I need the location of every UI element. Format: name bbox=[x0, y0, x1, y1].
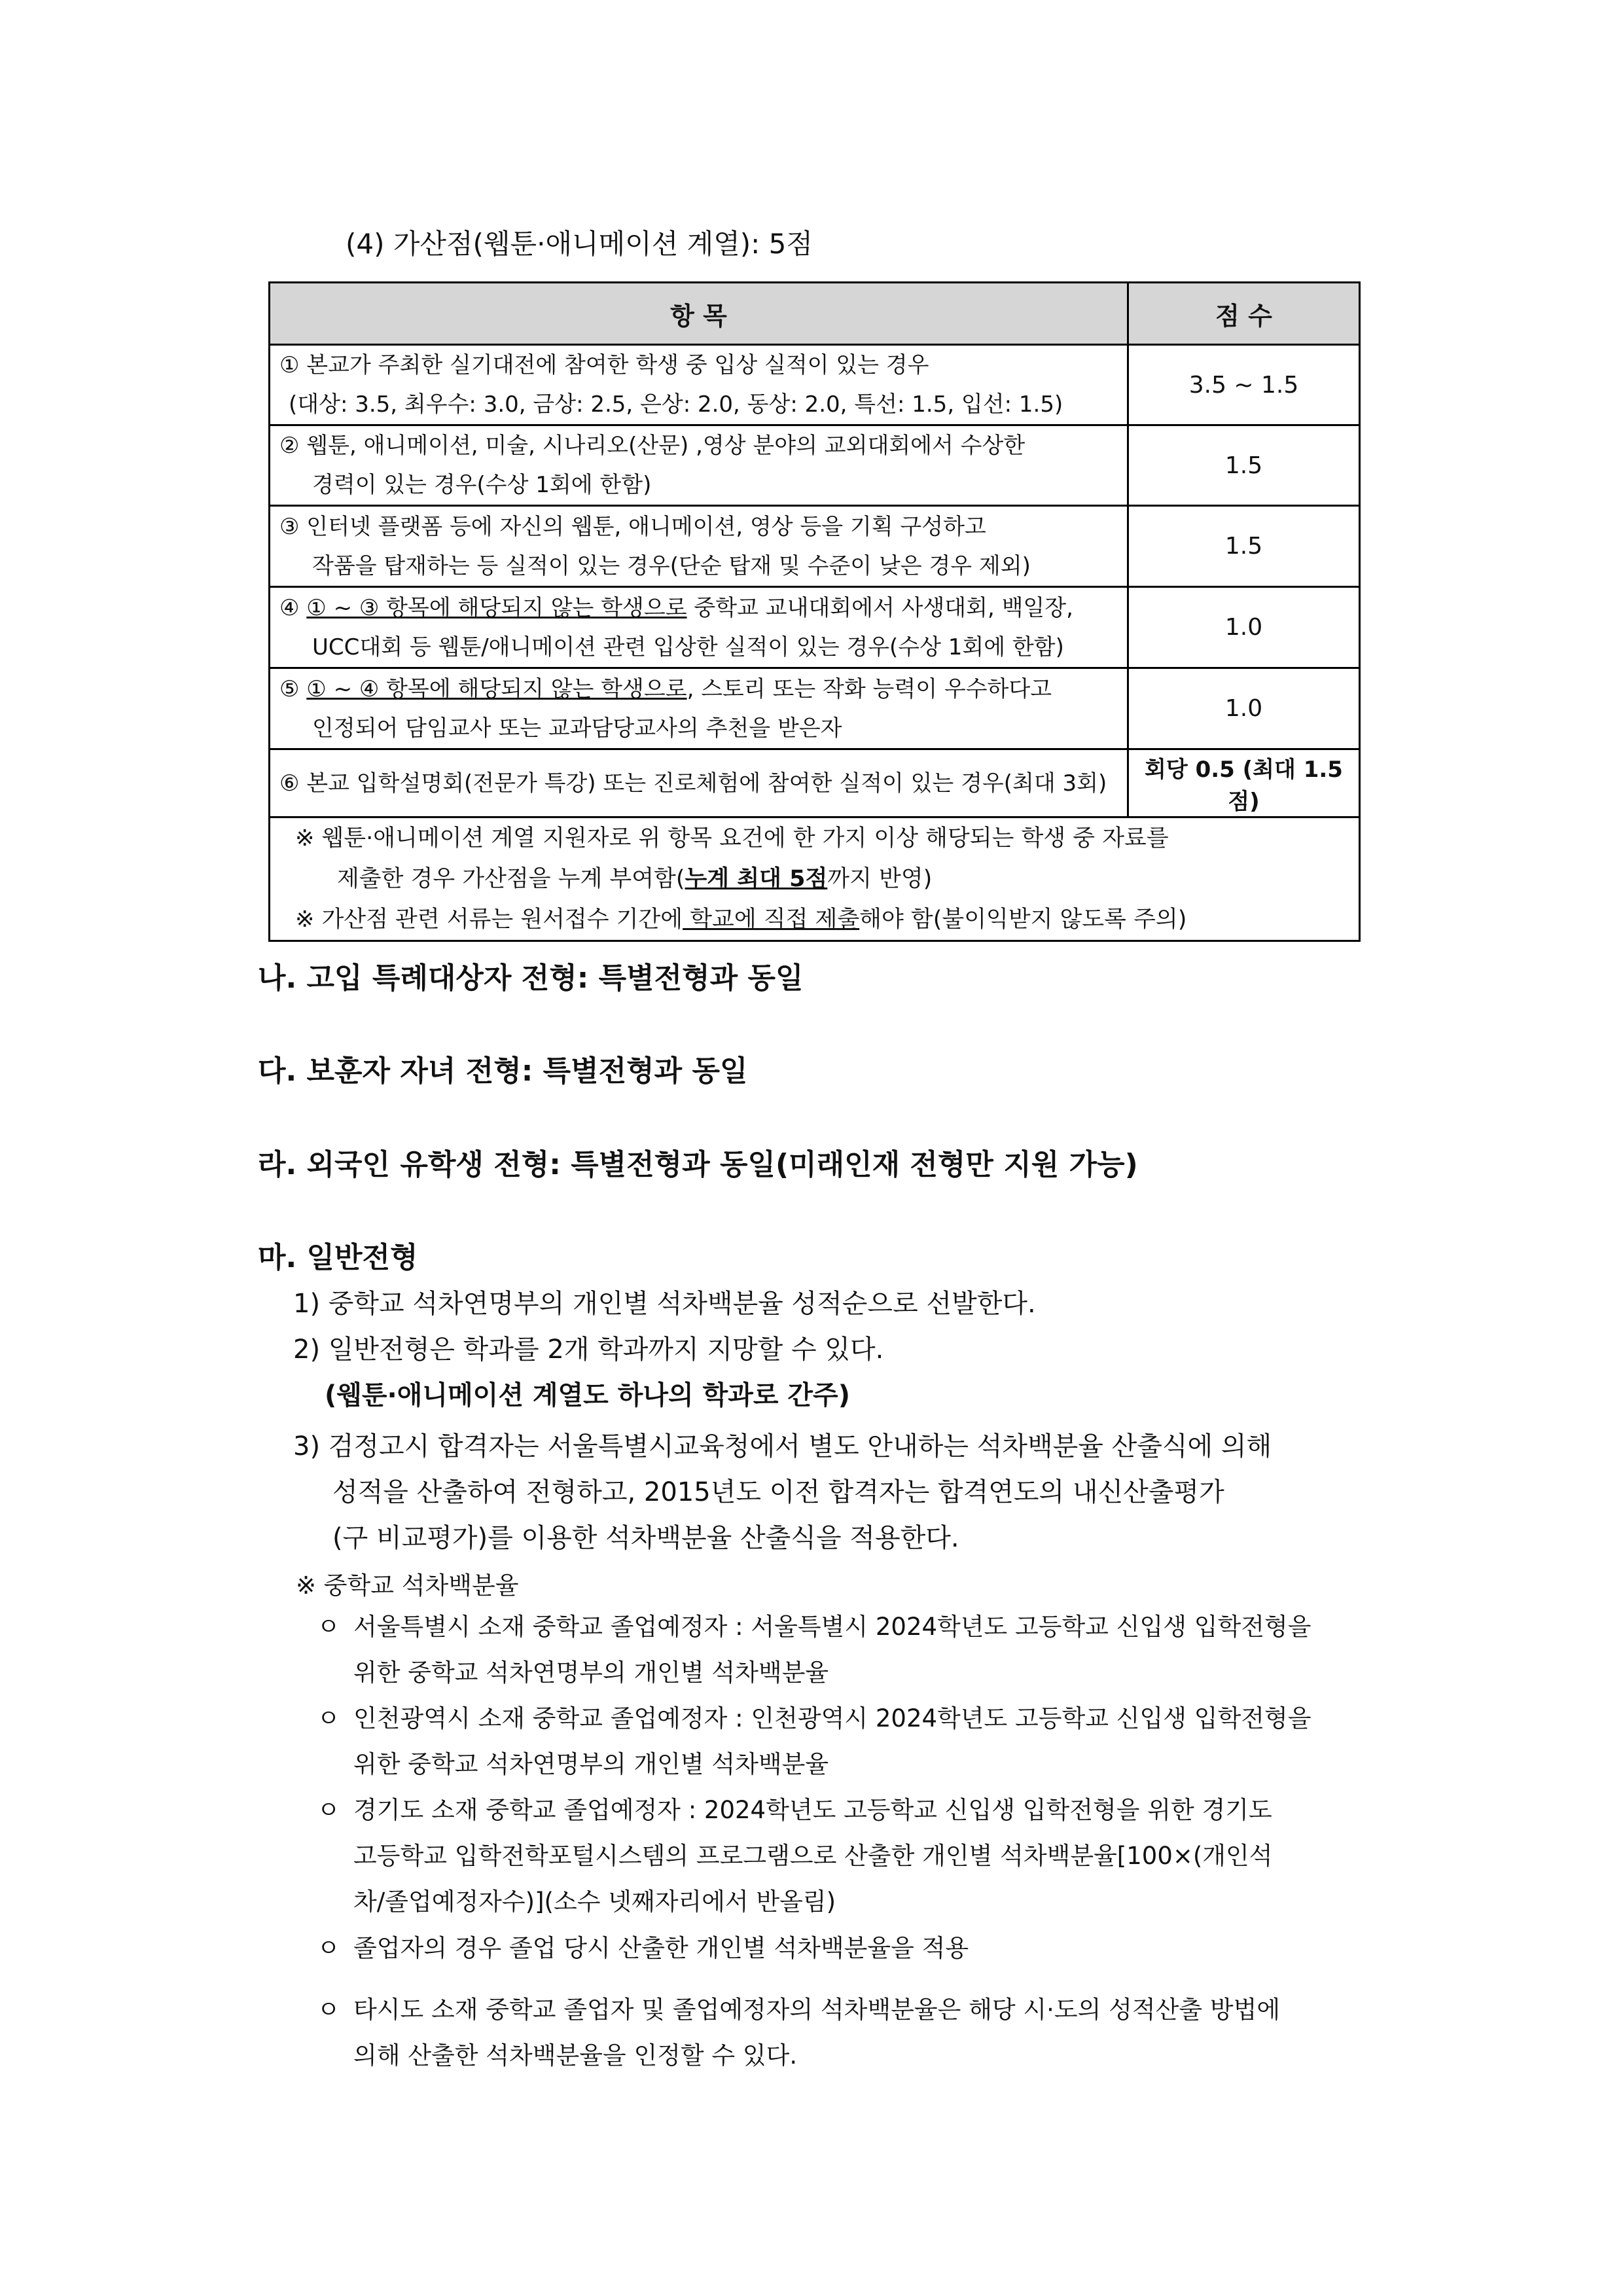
note-emphasis: 학교에 직접 제출 bbox=[683, 906, 860, 933]
heading-ra: 라. 외국인 유학생 전형: 특별전형과 동일(미래인재 전형만 지원 가능) bbox=[258, 1148, 1138, 1181]
general-item-2-note: (웹툰·애니메이션 계열도 하나의 학과로 간주) bbox=[325, 1380, 850, 1410]
note-text: 까지 반영) bbox=[827, 866, 933, 892]
score-cell: 1.5 bbox=[1128, 425, 1360, 506]
general-item-3-line: 3) 검정고시 합격자는 서울특별시교육청에서 별도 안내하는 석차백분율 산출식에 의해 bbox=[293, 1431, 1272, 1462]
heading-na: 나. 고입 특례대상자 전형: 특별전형과 동일 bbox=[258, 961, 804, 995]
item-line: ③ 인터넷 플랫폼 등에 자신의 웹툰, 애니메이션, 영상 등을 기획 구성하고 bbox=[279, 513, 986, 540]
item-line: ① 본교가 주최한 실기대전에 참여한 학생 중 입상 실적이 있는 경우 bbox=[279, 352, 929, 378]
table-row bbox=[270, 425, 1360, 506]
list-item bbox=[317, 1698, 1311, 1780]
item-underlined-text: ① ~ ④ 항목에 해당되지 않는 학생으로 bbox=[306, 675, 687, 702]
note-text: 해야 함(불이익받지 않도록 주의) bbox=[859, 906, 1187, 933]
table-row bbox=[270, 345, 1360, 425]
item-cell bbox=[270, 506, 1128, 587]
note-text: 제출한 경우 가산점을 누계 부여함( bbox=[337, 866, 685, 892]
bullet-marker: ㅇ bbox=[317, 1613, 340, 1641]
list-item-line: 경기도 소재 중학교 졸업예정자 : 2024학년도 고등학교 신입생 입학전형을 위한 경기도 bbox=[353, 1796, 1272, 1824]
item-line: ② 웹툰, 애니메이션, 미술, 시나리오(산문) ,영상 분야의 교외대회에서 수상한 bbox=[279, 433, 1026, 459]
table-row bbox=[270, 749, 1360, 817]
note-emphasis: 누계 최대 5점 bbox=[685, 866, 828, 892]
list-item-line: 서울특별시 소재 중학교 졸업예정자 : 서울특별시 2024학년도 고등학교 신입생 입학전형을 bbox=[353, 1613, 1311, 1641]
bonus-points-table bbox=[268, 281, 1361, 942]
item-line: 작품을 탑재하는 등 실적이 있는 경우(단순 탑재 및 수준이 낮은 경우 제외) bbox=[312, 552, 1031, 579]
item-cell bbox=[270, 749, 1128, 817]
table-header-row bbox=[270, 283, 1360, 345]
note-line bbox=[279, 859, 1349, 899]
item-line bbox=[279, 670, 1118, 709]
item-prefix: ④ bbox=[279, 594, 307, 621]
list-item-line: 타시도 소재 중학교 졸업자 및 졸업예정자의 석차백분율은 해당 시·도의 성적산출 방법에 bbox=[353, 1996, 1281, 2024]
list-item-line: 인천광역시 소재 중학교 졸업예정자 : 인천광역시 2024학년도 고등학교 신입생 입학전형을 bbox=[353, 1704, 1311, 1732]
general-item-3-line: 성적을 산출하여 전형하고, 2015년도 이전 합격자는 합격연도의 내신산출평가 bbox=[332, 1477, 1224, 1507]
item-line: ⑥ 본교 입학설명회(전문가 특강) 또는 진로체험에 참여한 실적이 있는 경우(최대 3회) bbox=[279, 770, 1107, 797]
table-row bbox=[270, 668, 1360, 749]
item-line: (대상: 3.5, 최우수: 3.0, 금상: 2.5, 은상: 2.0, 동상: 2.0, 특선: 1.5, 입선: 1.5) bbox=[289, 391, 1063, 418]
item-text: , 스토리 또는 작화 능력이 우수하다고 bbox=[687, 675, 1052, 702]
score-cell: 회당 0.5 (최대 1.5점) bbox=[1128, 749, 1360, 817]
list-item-line: 고등학교 입학전학포털시스템의 프로그램으로 산출한 개인별 석차백분율[100×(개인석 bbox=[353, 1842, 1273, 1870]
general-item-3-line: (구 비교평가)를 이용한 석차백분율 산출식을 적용한다. bbox=[332, 1523, 959, 1553]
list-item-line: 졸업자의 경우 졸업 당시 산출한 개인별 석차백분율을 적용 bbox=[353, 1934, 969, 1962]
item-prefix: ⑤ bbox=[279, 675, 307, 702]
table-notes-row bbox=[270, 817, 1360, 941]
note-text: ※ 가산점 관련 서류는 원서접수 기간에 bbox=[295, 906, 683, 933]
bullet-marker: ㅇ bbox=[317, 1796, 340, 1824]
list-item bbox=[317, 1790, 1273, 1917]
list-item-line: 차/졸업예정자수)](소수 넷째자리에서 반올림) bbox=[353, 1888, 836, 1916]
item-underlined-text: ① ~ ③ 항목에 해당되지 않는 학생으로 bbox=[306, 594, 687, 621]
item-cell bbox=[270, 587, 1128, 668]
header-item: 항 목 bbox=[270, 283, 1128, 345]
item-text: 중학교 교내대회에서 사생대회, 백일장, bbox=[687, 594, 1073, 621]
item-cell bbox=[270, 425, 1128, 506]
general-item-2: 2) 일반전형은 학과를 2개 학과까지 지망할 수 있다. bbox=[293, 1335, 884, 1365]
notes-cell bbox=[270, 817, 1360, 941]
score-cell: 3.5 ~ 1.5 bbox=[1128, 345, 1360, 425]
note-line: ※ 웹툰·애니메이션 계열 지원자로 위 항목 요건에 한 가지 이상 해당되는 학생 중 자료를 bbox=[295, 825, 1169, 852]
bullet-marker: ㅇ bbox=[317, 1996, 340, 2024]
section-4-title: (4) 가산점(웹툰·애니메이션 계열): 5점 bbox=[346, 228, 813, 260]
reference-title: ※ 중학교 석차백분율 bbox=[296, 1571, 519, 1600]
score-cell: 1.5 bbox=[1128, 506, 1360, 587]
list-item-line: 위한 중학교 석차연명부의 개인별 석차백분율 bbox=[353, 1750, 829, 1778]
bullet-marker: ㅇ bbox=[317, 1704, 340, 1732]
list-item bbox=[317, 1607, 1311, 1688]
score-cell: 1.0 bbox=[1128, 587, 1360, 668]
bullet-marker: ㅇ bbox=[317, 1934, 340, 1962]
list-item bbox=[317, 1928, 969, 1964]
list-item-line: 위한 중학교 석차연명부의 개인별 석차백분율 bbox=[353, 1659, 829, 1687]
item-cell bbox=[270, 668, 1128, 749]
item-line: 경력이 있는 경우(수상 1회에 한함) bbox=[312, 472, 652, 498]
list-item-line: 의해 산출한 석차백분율을 인정할 수 있다. bbox=[353, 2041, 798, 2070]
header-score: 점 수 bbox=[1128, 283, 1360, 345]
table-row bbox=[270, 587, 1360, 668]
item-line: UCC대회 등 웹툰/애니메이션 관련 입상한 실적이 있는 경우(수상 1회에 한함) bbox=[312, 634, 1064, 660]
heading-da: 다. 보훈자 자녀 전형: 특별전형과 동일 bbox=[258, 1054, 748, 1088]
heading-ma: 마. 일반전형 bbox=[258, 1241, 418, 1274]
table-row bbox=[270, 506, 1360, 587]
list-item bbox=[317, 1990, 1281, 2071]
item-line: 인정되어 담임교사 또는 교과담당교사의 추천을 받은자 bbox=[312, 715, 842, 742]
note-line bbox=[279, 899, 1349, 940]
item-cell bbox=[270, 345, 1128, 425]
item-line bbox=[279, 588, 1118, 628]
general-item-1: 1) 중학교 석차연명부의 개인별 석차백분율 성적순으로 선발한다. bbox=[293, 1289, 1036, 1319]
score-cell: 1.0 bbox=[1128, 668, 1360, 749]
